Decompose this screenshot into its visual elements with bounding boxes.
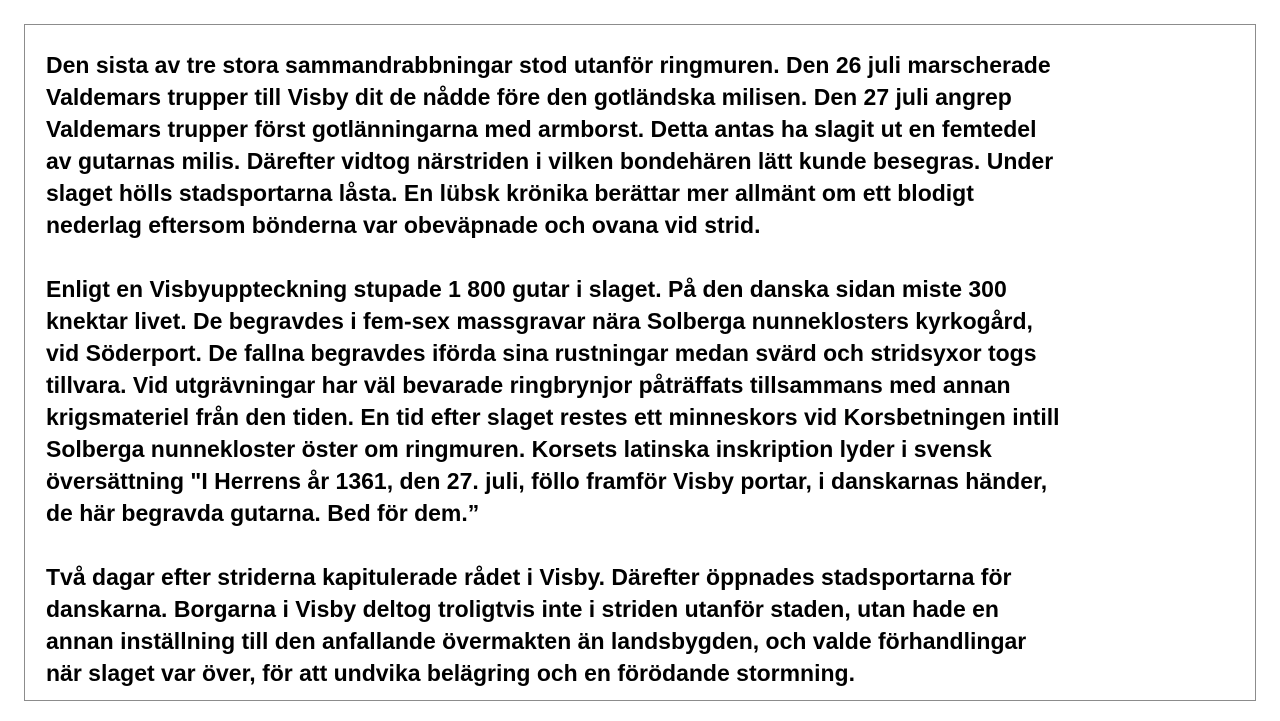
text-line: slaget hölls stadsportarna låsta. En lübsk krönika berättar mer allmänt om ett blodigt — [46, 180, 974, 206]
text-line: Den sista av tre stora sammandrabbningar stod utanför ringmuren. Den 26 juli marscherade — [46, 52, 1051, 78]
document-body — [46, 49, 1241, 721]
text-line: annan inställning till den anfallande övermakten än landsbygden, och valde förhandlingar — [46, 628, 1027, 654]
paragraph-3 — [46, 561, 1241, 689]
text-line: knektar livet. De begravdes i fem-sex massgravar nära Solberga nunneklosters kyrkogård, — [46, 308, 1033, 334]
text-line: Två dagar efter striderna kapitulerade rådet i Visby. Därefter öppnades stadsportarna för — [46, 564, 1012, 590]
text-line: danskarna. Borgarna i Visby deltog troligtvis inte i striden utanför staden, utan hade en — [46, 596, 999, 622]
text-line: översättning "I Herrens år 1361, den 27. juli, föllo framför Visby portar, i danskarnas händer, — [46, 468, 1048, 494]
text-line: krigsmateriel från den tiden. En tid efter slaget restes ett minneskors vid Korsbetningen intill — [46, 404, 1060, 430]
text-line: Solberga nunnekloster öster om ringmuren. Korsets latinska inskription lyder i svensk — [46, 436, 992, 462]
text-line: vid Söderport. De fallna begravdes iförda sina rustningar medan svärd och stridsyxor togs — [46, 340, 1037, 366]
text-line: när slaget var över, för att undvika belägring och en förödande stormning. — [46, 660, 855, 686]
paragraph-1 — [46, 49, 1241, 241]
text-line: Valdemars trupper först gotlänningarna med armborst. Detta antas ha slagit ut en femtedel — [46, 116, 1037, 142]
text-line: av gutarnas milis. Därefter vidtog närstriden i vilken bondehären lätt kunde besegras. Under — [46, 148, 1054, 174]
text-line: Valdemars trupper till Visby dit de nådde före den gotländska milisen. Den 27 juli angrep — [46, 84, 1012, 110]
text-line: de här begravda gutarna. Bed för dem.” — [46, 500, 480, 526]
paragraph-2 — [46, 273, 1241, 529]
document-frame — [24, 24, 1256, 701]
text-line: nederlag eftersom bönderna var obeväpnade och ovana vid strid. — [46, 212, 761, 238]
text-line: Enligt en Visbyuppteckning stupade 1 800 gutar i slaget. På den danska sidan miste 300 — [46, 276, 1007, 302]
text-line: tillvara. Vid utgrävningar har väl bevarade ringbrynjor påträffats tillsammans med annan — [46, 372, 1011, 398]
